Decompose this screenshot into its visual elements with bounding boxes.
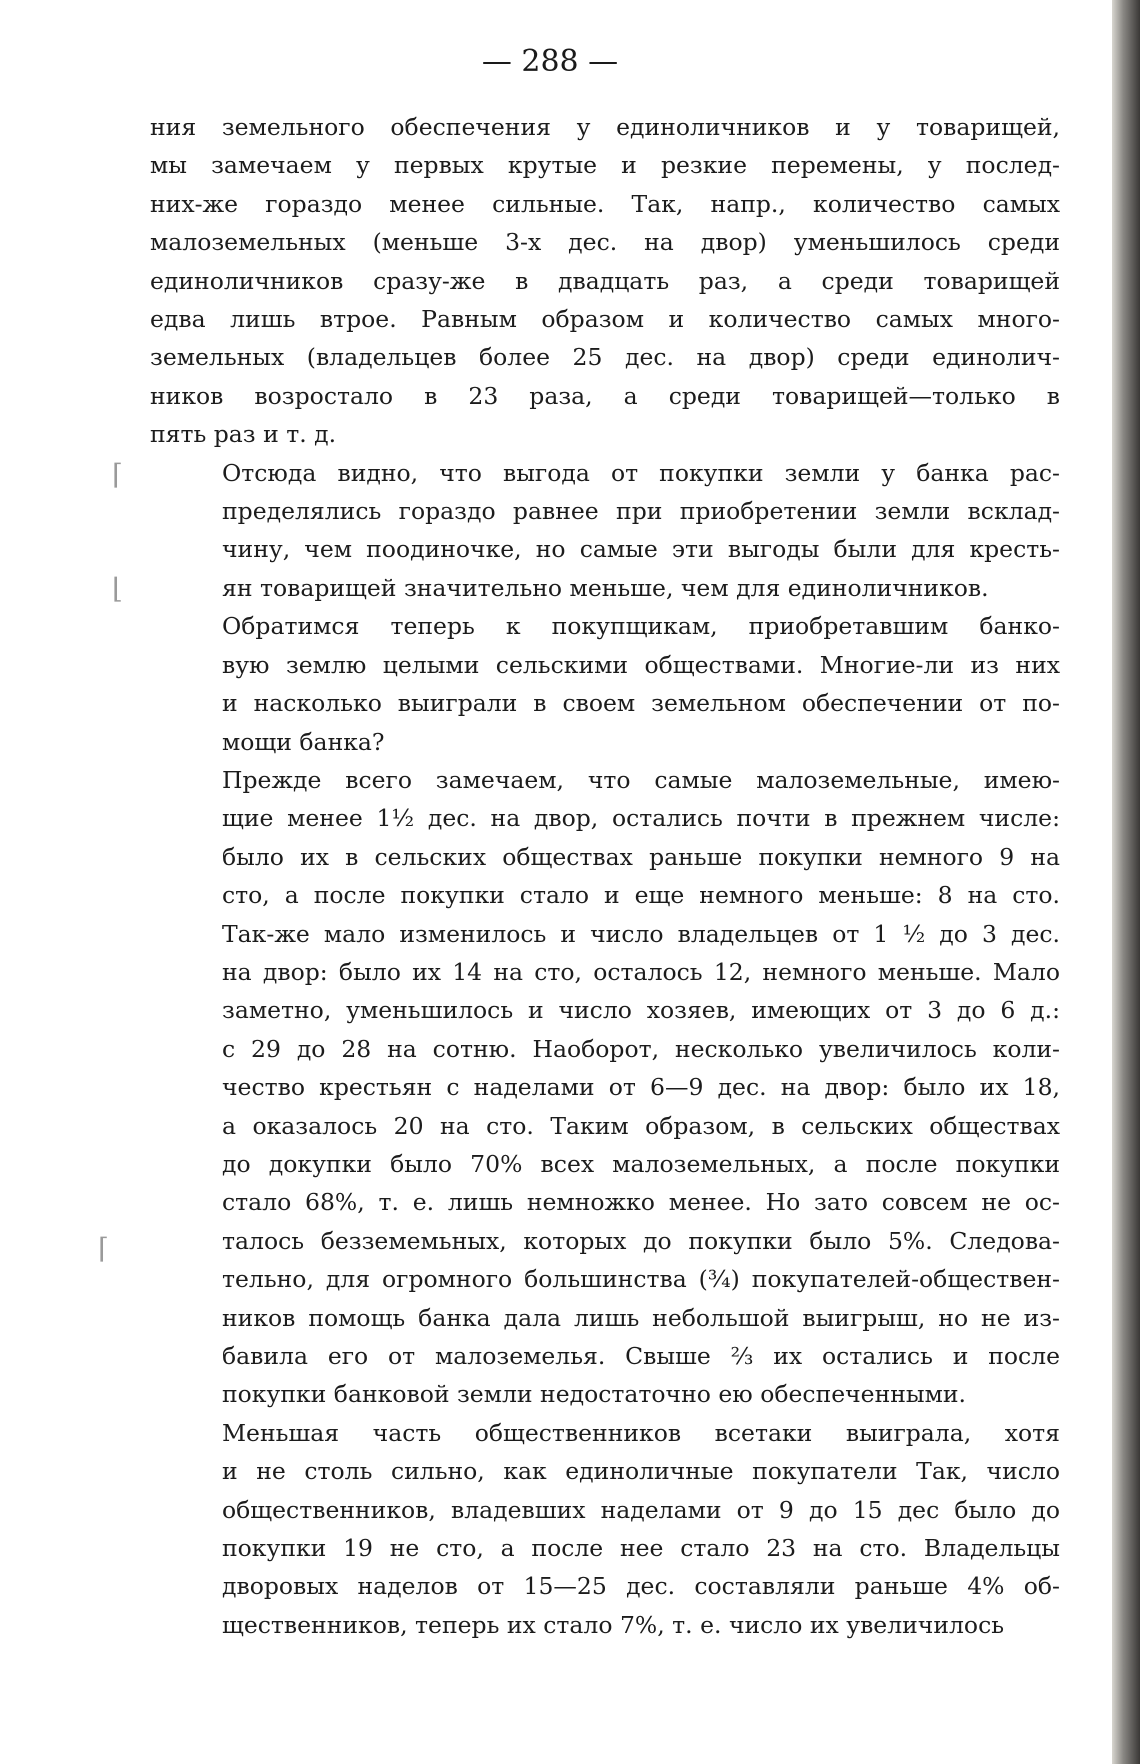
text-line: едва лишь втрое. Равным образом и количество самых много-: [150, 305, 1060, 334]
text-line: чество крестьян с наделами от 6—9 дес. на двор: было их 18,: [222, 1073, 1060, 1102]
text-line: щественников, теперь их стало 7%, т. е. число их увеличилось: [222, 1610, 1005, 1639]
text-line: бавила его от малоземелья. Свыше ⅔ их остались и после: [222, 1342, 1060, 1370]
text-line: общественников, владевших наделами от 9 до 15 дес было до: [222, 1495, 1060, 1524]
text-line: щие менее 1½ дес. на двор, остались почти в прежнем числе:: [222, 804, 1060, 833]
text-line: малоземельных (меньше 3-х дес. на двор) уменьшилось среди: [150, 228, 1060, 257]
text-line: земельных (владельцев более 25 дес. на двор) среди единолич-: [150, 343, 1060, 372]
text-line: а оказалось 20 на сто. Таким образом, в сельских обществах: [222, 1111, 1060, 1140]
text-line: и не столь сильно, как единоличные покупатели Так, число: [222, 1457, 1060, 1486]
margin-mark: ⌈: [98, 1232, 109, 1265]
text-line: вую землю целыми сельскими обществами. Многие-ли из них: [222, 650, 1060, 679]
paragraph: [150, 454, 1060, 608]
text-line: покупки 19 не сто, а после нее стало 23 на сто. Владельцы: [222, 1534, 1060, 1563]
text-line: покупки банковой земли недостаточно ею обеспеченными.: [222, 1380, 967, 1409]
text-line: ния земельного обеспечения у единоличников и у товарищей,: [150, 113, 1060, 141]
text-line: и насколько выиграли в своем земельном обеспечении от по-: [222, 689, 1060, 718]
text-line: ников помощь банка дала лишь небольшой выигрыш, но не из-: [222, 1303, 1060, 1332]
page-number: — 288 —: [481, 44, 619, 79]
text-line: дворовых наделов от 15—25 дес. составляли раньше 4% об-: [222, 1572, 1060, 1601]
text-line: Отсюда видно, что выгода от покупки земли у банка рас-: [222, 458, 1060, 487]
paragraph: [150, 108, 1060, 454]
text-line: на двор: было их 14 на сто, осталось 12, немного меньше. Мало: [222, 957, 1060, 986]
text-line: ян товарищей значительно меньше, чем для единоличников.: [222, 573, 989, 602]
text-line: чину, чем поодиночке, но самые эти выгоды были для кресть-: [222, 535, 1060, 564]
text-line: было их в сельских обществах раньше покупки немного 9 на: [222, 842, 1060, 871]
paragraph: [150, 761, 1060, 1414]
text-line: единоличников сразу-же в двадцать раз, а среди товарищей: [150, 266, 1060, 295]
text-line: них-же гораздо менее сильные. Так, напр., количество самых: [150, 189, 1060, 218]
margin-mark: ⌈: [112, 458, 123, 491]
text-line: тельно, для огромного большинства (¾) покупателей-обществен-: [222, 1265, 1060, 1294]
text-line: Так-же мало изменилось и число владельцев от 1 ½ до 3 дес.: [222, 919, 1060, 948]
text-line: заметно, уменьшилось и число хозяев, имеющих от 3 до 6 д.:: [222, 996, 1060, 1025]
text-line: до докупки было 70% всех малоземельных, а после покупки: [222, 1149, 1060, 1178]
text-line: Обратимся теперь к покупщикам, приобретавшим банко-: [222, 612, 1060, 641]
body-text: [150, 108, 1060, 1644]
text-line: мощи банка?: [222, 727, 385, 756]
text-line: пределялись гораздо равнее при приобретении земли всклад-: [222, 497, 1060, 526]
text-line: сто, а после покупки стало и еще немного меньше: 8 на сто.: [222, 881, 1060, 910]
paragraph: [150, 1414, 1060, 1644]
text-line: с 29 до 28 на сотню. Наоборот, несколько увеличилось коли-: [222, 1034, 1060, 1063]
margin-mark: ⌊: [112, 572, 123, 605]
text-line: Меньшая часть общественников всетаки выиграла, хотя: [222, 1418, 1060, 1447]
text-line: Прежде всего замечаем, что самые малоземельные, имею-: [222, 765, 1060, 794]
text-line: мы замечаем у первых крутые и резкие перемены, у послед-: [150, 151, 1060, 180]
text-line: пять раз и т. д.: [150, 420, 337, 449]
text-line: ников возростало в 23 раза, а среди товарищей—только в: [150, 381, 1060, 410]
text-line: стало 68%, т. е. лишь немножко менее. Но зато совсем не ос-: [222, 1188, 1060, 1217]
text-line: талось безземемьных, которых до покупки было 5%. Следова-: [222, 1226, 1060, 1255]
paragraph: [150, 607, 1060, 761]
page-edge-shadow: [1112, 0, 1140, 1764]
